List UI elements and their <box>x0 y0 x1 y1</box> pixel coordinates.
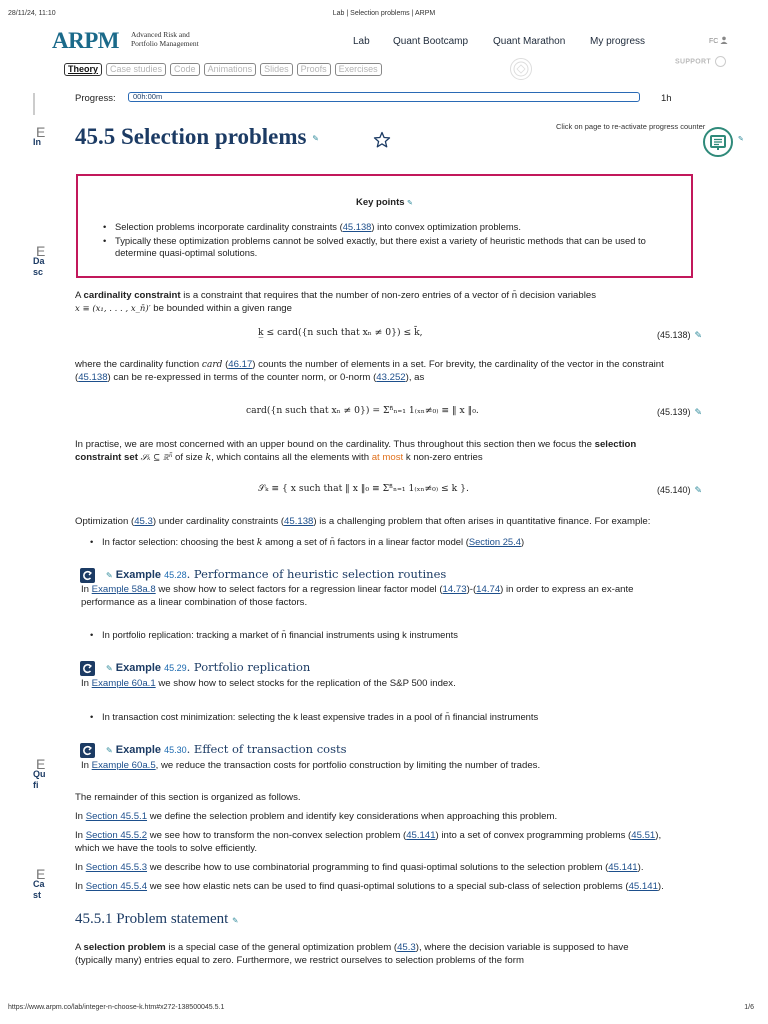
nav-lab[interactable]: Lab <box>353 36 370 47</box>
key-point-1-link[interactable]: 45.138 <box>342 221 372 232</box>
nav-my-progress[interactable]: My progress <box>590 36 646 47</box>
ex1-link-14-74[interactable]: 14.74 <box>476 584 501 595</box>
example-45-30-num: 45.30 <box>164 745 187 755</box>
p4-c: ) is a challenging problem that often arises in quantitative finance. For example: <box>313 516 651 527</box>
ex1-link-14-73[interactable]: 14.73 <box>442 584 467 595</box>
sidebar-fragment-3-line2: fi <box>33 780 39 790</box>
toc-pen-icon: ✎ <box>738 136 744 143</box>
b1-b: among a set of n̄ factors in a linear factor model ( <box>262 536 469 547</box>
paragraph-optimization <box>75 516 695 529</box>
ex1-a: In <box>81 584 92 595</box>
print-page-number: 1/6 <box>744 1004 754 1011</box>
key-point-2-text: Typically these optimization problems cannot be solved exactly, but there exist a variety of heuristic methods that can be used to determine quasi-optimal solutions. <box>115 235 646 258</box>
sidebar-fragment-4-line1: Ca <box>33 879 45 889</box>
ex1-e: performance as a linear combination of those factors. <box>81 596 308 608</box>
org2-link-45-141[interactable]: 45.141 <box>406 830 436 841</box>
print-title: Lab | Selection problems | ARPM <box>332 10 436 17</box>
b1-a: In factor selection: choosing the best <box>102 536 257 547</box>
key-points-pen-icon: ✎ <box>407 200 414 207</box>
last-a: A <box>75 942 84 953</box>
p1-bold: cardinality constraint <box>83 290 181 301</box>
seal-icon <box>510 58 532 80</box>
progress-timer: 00h:00m <box>133 92 163 101</box>
org1-link-section-45-5-1[interactable]: Section 45.5.1 <box>85 811 148 822</box>
sidebar-fragment-3-text[interactable] <box>33 769 46 791</box>
org3-in: In <box>75 862 84 873</box>
support-icon <box>715 56 726 67</box>
org3-link-45-141[interactable]: 45.141 <box>608 862 638 873</box>
print-datetime: 28/11/24, 11:10 <box>8 10 56 17</box>
bullet-factor-selection <box>102 536 702 549</box>
equation-45-138-number <box>657 330 702 341</box>
example-45-28-icon[interactable] <box>80 568 95 583</box>
eq139-pen-icon[interactable]: ✎ <box>694 407 703 417</box>
title-pen-icon[interactable]: ✎ <box>312 134 319 144</box>
p4-a: Optimization ( <box>75 516 135 527</box>
org2-c: ), <box>655 830 662 841</box>
last-c: ), where the decision variable is supposed to have <box>415 942 629 953</box>
p2-b: counts the number of elements in a set. For brevity, the cardinality of the vector in the constraint ( <box>75 359 664 383</box>
organization-item-2 <box>75 830 695 855</box>
p3-set: 𝒮ₖ ⊆ ℝⁿ̄ <box>137 452 173 463</box>
example-45-29-title: . Portfolio replication <box>186 660 311 674</box>
org2-d: which we have the tools to solve efficiently. <box>75 842 258 854</box>
progress-label: Progress: <box>75 93 116 104</box>
tab-proofs[interactable]: Proofs <box>297 63 331 76</box>
example-45-29-body <box>81 678 701 691</box>
tab-code[interactable]: Code <box>170 63 200 76</box>
last-bold: selection problem <box>83 942 166 953</box>
sidebar-fragment-1-text[interactable]: In <box>33 137 41 147</box>
last-b: is a special case of the general optimization problem ( <box>165 942 398 953</box>
org4-b: ). <box>657 881 664 892</box>
logo-tagline <box>131 30 199 48</box>
user-menu[interactable] <box>709 36 728 46</box>
p2-link-43-252[interactable]: 43.252 <box>376 371 406 383</box>
p4-link-45-138[interactable]: 45.138 <box>284 516 314 527</box>
ex3-a: In <box>81 760 92 771</box>
org3-b: ). <box>637 862 644 873</box>
organization-item-1 <box>75 811 695 824</box>
bullet-transaction-cost: • In transaction cost minimization: selecting the k least expensive trades in a pool of n̄ financial instruments <box>102 711 702 723</box>
p3-b: of size <box>172 451 206 463</box>
ex2-link-60a-1[interactable]: Example 60a.1 <box>91 678 156 689</box>
b1-c: ) <box>520 536 525 547</box>
org2-b: ) into a set of convex programming problems ( <box>435 830 632 841</box>
ex2-a: In <box>81 678 92 689</box>
p1-a: A <box>75 290 84 301</box>
sidebar-edge <box>33 93 43 115</box>
p3-at-most: at most <box>371 451 404 463</box>
sidebar-fragment-4-text[interactable] <box>33 879 45 901</box>
b1-link-section-25-4[interactable]: Section 25.4 <box>468 536 521 547</box>
key-points-box <box>76 174 693 278</box>
example-45-30-icon[interactable] <box>80 743 95 758</box>
example-45-28-num: 45.28 <box>164 570 187 580</box>
ex1-d: ) in order to express an ex-ante <box>500 584 634 595</box>
favorite-star-icon[interactable] <box>373 131 391 152</box>
paragraph-selection-problem <box>75 942 695 967</box>
p1-c: be bounded within a given range <box>150 302 292 314</box>
tab-slides[interactable]: Slides <box>260 63 293 76</box>
p3-d: k non-zero entries <box>403 451 483 463</box>
example-45-29-num: 45.29 <box>164 663 187 673</box>
progress-total: 1h <box>661 93 672 104</box>
sidebar-fragment-4-icon: E <box>36 866 46 882</box>
eq138-pen-icon[interactable]: ✎ <box>694 330 703 340</box>
paragraph-cardinality <box>75 290 695 315</box>
last-link-45-3[interactable]: 45.3 <box>397 942 416 953</box>
eq139-num: (45.139) <box>657 407 691 417</box>
equation-45-139: card({n such that xₙ ≠ 0}) = Σⁿ̄ₙ₌₁ 1₍ₓₙ≠₀₎ ≡ ‖ x ‖₀. <box>246 405 479 416</box>
example-45-30-body <box>81 760 701 773</box>
user-initials: FC <box>709 37 719 45</box>
subsection-title-text: 45.5.1 Problem statement <box>75 911 229 927</box>
toc-button[interactable] <box>703 127 733 157</box>
subsection-title <box>75 911 238 928</box>
tab-case-studies[interactable]: Case studies <box>106 63 166 76</box>
progress-bar <box>128 92 640 102</box>
p3-bold1: selection <box>594 439 637 450</box>
b1-k: k <box>256 537 263 548</box>
ex1-b: we show how to select factors for a regression linear factor model ( <box>155 584 443 595</box>
progress-hint: Click on page to re-activate progress counter <box>556 122 706 131</box>
example-45-30-heading <box>106 742 347 756</box>
org2-link-section-45-5-2[interactable]: Section 45.5.2 <box>85 830 148 841</box>
bullet-portfolio-replication: • In portfolio replication: tracking a market of n̄ financial instruments using k instruments <box>102 629 702 641</box>
example-45-29-icon[interactable] <box>80 661 95 676</box>
sidebar-fragment-2-text[interactable] <box>33 256 45 278</box>
key-point-1-pre: Selection problems incorporate cardinality constraints ( <box>115 221 343 232</box>
content-tabs <box>64 63 386 76</box>
p2-a: where the cardinality function <box>75 359 202 370</box>
p1-b: is a constraint that requires that the number of non-zero entries of a vector of n̄ decision variables <box>180 290 596 301</box>
example-45-29-heading <box>106 660 310 674</box>
sidebar-fragment-3-line1: Qu <box>33 769 46 779</box>
p2-d: ), as <box>405 371 425 383</box>
org1-in: In <box>75 811 84 822</box>
tab-animations[interactable]: Animations <box>204 63 257 76</box>
organization-intro: The remainder of this section is organized as follows. <box>75 792 301 803</box>
example-45-28-pen-icon[interactable]: ✎ <box>106 571 113 580</box>
sidebar-fragment-2-line2: sc <box>33 267 44 277</box>
org1-text: we define the selection problem and identify key considerations when approaching this problem. <box>147 811 558 822</box>
example-45-28-label: Example <box>115 569 162 581</box>
sidebar-fragment-2-line1: Da <box>33 256 45 266</box>
example-45-28-body <box>81 584 701 609</box>
book-icon <box>705 129 731 155</box>
tab-theory[interactable]: Theory <box>64 63 102 76</box>
key-point-2 <box>115 235 675 259</box>
eq140-num: (45.140) <box>657 485 691 495</box>
paragraph-selection-constraint <box>75 439 695 464</box>
support-label: SUPPORT <box>675 58 711 66</box>
example-45-30-title: . Effect of transaction costs <box>186 742 347 756</box>
ex1-link-58a-8[interactable]: Example 58a.8 <box>91 584 156 595</box>
paragraph-cardinality-function: where the cardinality function card (46.17) counts the number of elements in a set. For brevity, the cardinality of the vector in the constraint (45.138) can be re-expressed in terms of the counter norm, or 0-norm (43.252), as <box>75 359 664 383</box>
p3-k: k <box>205 451 212 463</box>
ex1-c: )-( <box>466 584 477 595</box>
key-point-1-post: ) into convex optimization problems. <box>371 221 521 232</box>
key-points-heading <box>78 197 691 208</box>
equation-45-140: 𝒮ₖ ≡ { x such that ‖ x ‖₀ ≡ Σⁿ̄ₙ₌₁ 1₍ₓₙ≠₀₎ ≤ k }. <box>258 483 469 494</box>
example-45-30-label: Example <box>115 744 162 756</box>
organization-item-3 <box>75 862 705 875</box>
support-link[interactable] <box>675 56 726 67</box>
example-45-28-heading <box>106 567 446 581</box>
page-title-text: 45.5 Selection problems <box>75 124 307 149</box>
sidebar-fragment-3-icon: E <box>36 756 46 772</box>
p4-b: ) under cardinality constraints ( <box>152 516 285 527</box>
nav-quant-marathon[interactable]: Quant Marathon <box>493 36 566 47</box>
sidebar-fragment-2-icon: E <box>36 243 46 259</box>
key-point-1 <box>115 221 675 233</box>
p2-card: card <box>201 360 223 370</box>
p2-link-45-138[interactable]: 45.138 <box>78 371 108 383</box>
example-45-30-pen-icon[interactable]: ✎ <box>106 746 113 755</box>
org2-in: In <box>75 830 84 841</box>
arpm-logo[interactable] <box>52 28 119 54</box>
p2-link-46-17[interactable]: 46.17 <box>228 359 253 370</box>
equation-45-140-number <box>657 485 702 496</box>
p3-c: , which contains all the elements with <box>211 451 372 463</box>
org3-link-section-45-5-3[interactable]: Section 45.5.3 <box>85 862 148 873</box>
eq140-pen-icon[interactable]: ✎ <box>694 485 703 495</box>
page-title <box>75 124 319 150</box>
ex3-link-60a-5[interactable]: Example 60a.5 <box>91 760 156 771</box>
logo-tagline-line2: Portfolio Management <box>131 39 199 48</box>
print-url: https://www.arpm.co/lab/integer-n-choose-k.htm#x272-138500045.5.1 <box>8 1004 225 1011</box>
p3-bold2: constraint set <box>75 451 138 463</box>
example-45-28-title: . Performance of heuristic selection routines <box>186 567 447 581</box>
key-points-heading-text: Key points <box>355 197 405 208</box>
last-d: (typically many) entries equal to zero. Furthermore, we restrict ourselves to selection problems of the form <box>75 954 524 966</box>
p2-c: ) can be re-expressed in terms of the counter norm, or 0-norm ( <box>107 371 377 383</box>
equation-45-138: k̲ ≤ card({n such that xₙ ≠ 0}) ≤ k̄, <box>258 327 423 338</box>
org4-in: In <box>75 881 84 892</box>
logo-tagline-line1: Advanced Risk and <box>131 30 190 39</box>
eq138-num: (45.138) <box>657 330 691 340</box>
org4-link-section-45-5-4[interactable]: Section 45.5.4 <box>85 881 148 892</box>
nav-quant-bootcamp[interactable]: Quant Bootcamp <box>393 36 469 47</box>
sidebar-fragment-4-line2: st <box>33 890 42 900</box>
p4-link-45-3[interactable]: 45.3 <box>134 516 153 527</box>
org2-link-45-51[interactable]: 45.51 <box>631 830 656 841</box>
org4-a: we see how elastic nets can be used to find quasi-optimal solutions to a special sub-class of selection problems ( <box>147 881 629 892</box>
user-icon <box>720 36 728 46</box>
org3-a: we describe how to use combinatorial programming to find quasi-optimal solutions to the selection problem ( <box>147 862 609 873</box>
org2-a: we see how to transform the non-convex selection problem ( <box>147 830 407 841</box>
subsection-pen-icon[interactable]: ✎ <box>232 916 239 925</box>
tab-exercises[interactable]: Exercises <box>335 63 382 76</box>
equation-45-139-number <box>657 407 702 418</box>
ex3-b: , we reduce the transaction costs for portfolio construction by limiting the number of trades. <box>155 760 541 771</box>
sidebar-fragment-1-icon: E <box>36 124 46 140</box>
organization-item-4 <box>75 881 705 894</box>
p1-vec: x ≡ (x₁, . . . , x_n̄)′ <box>75 303 151 314</box>
p3-a: In practise, we are most concerned with an upper bound on the cardinality. Thus throughout this section then we focus the <box>75 439 595 450</box>
example-45-29-pen-icon[interactable]: ✎ <box>106 664 113 673</box>
ex2-b: we show how to select stocks for the replication of the S&P 500 index. <box>155 678 456 689</box>
example-45-29-label: Example <box>115 662 162 674</box>
logo-wordmark: ARPM <box>52 28 119 53</box>
org4-link-45-141[interactable]: 45.141 <box>628 881 658 892</box>
